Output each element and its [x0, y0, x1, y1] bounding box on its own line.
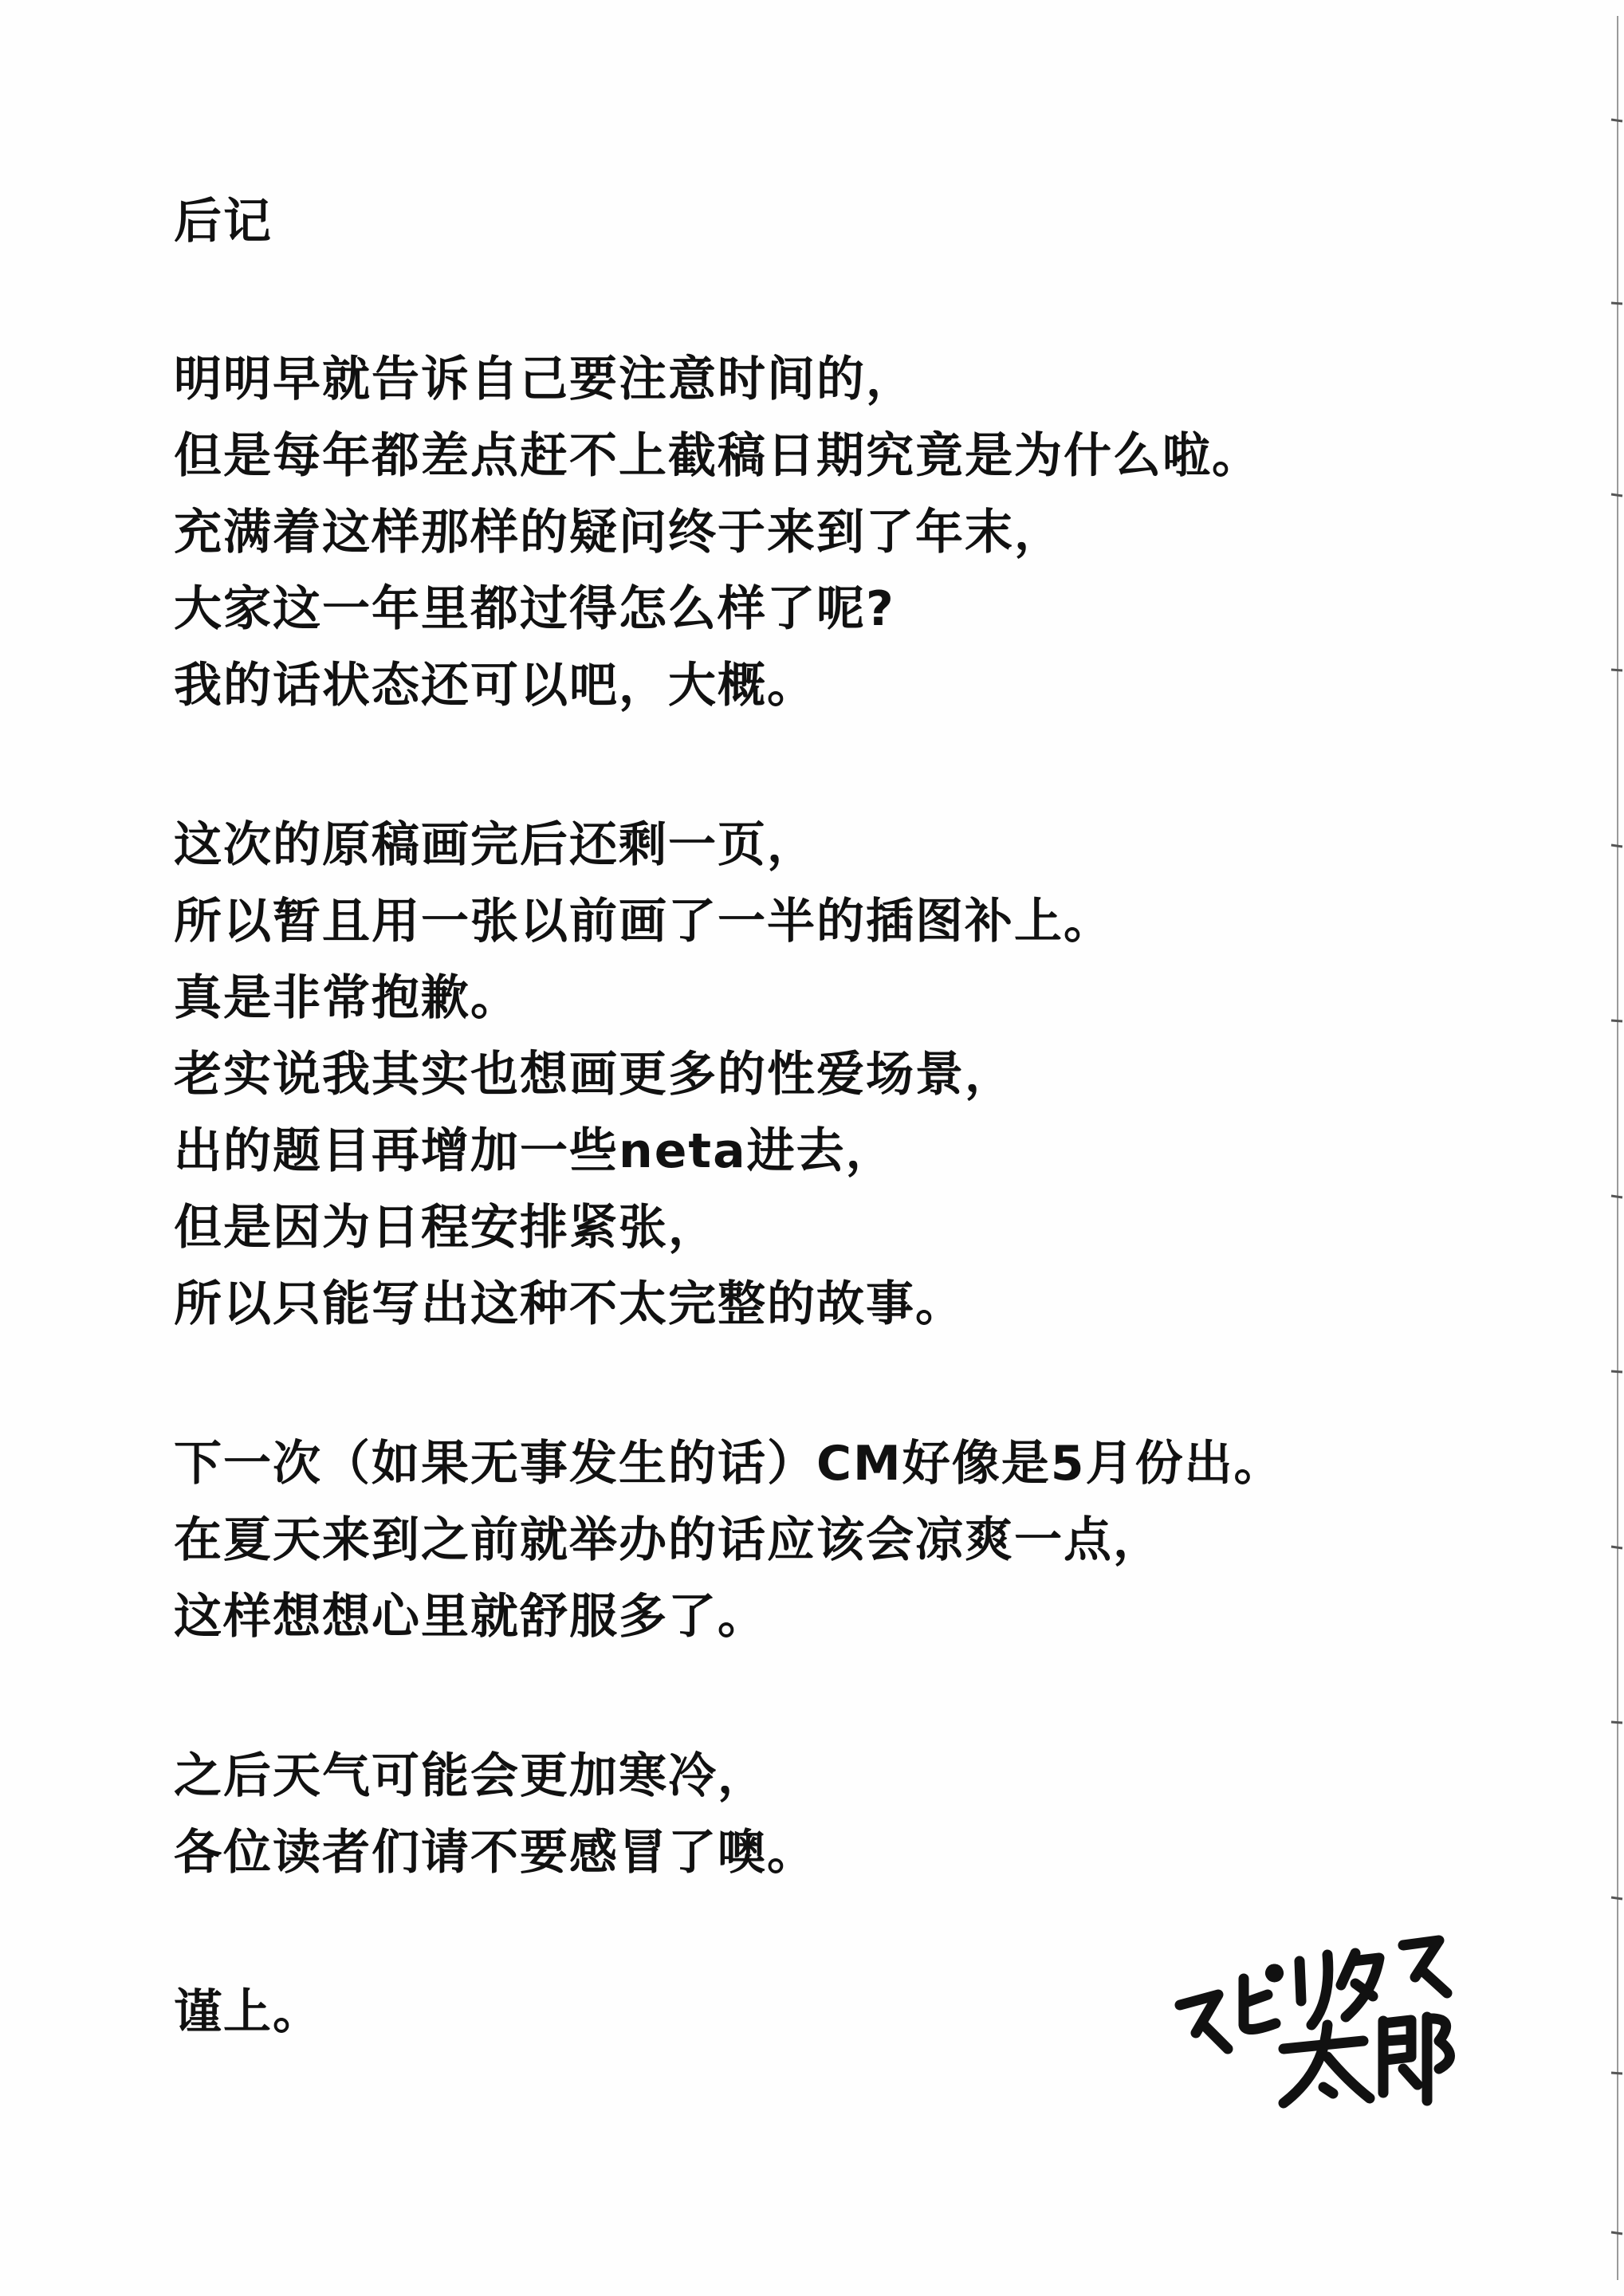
- page-title: 后记: [174, 194, 273, 250]
- text-line: 我的话状态还可以吧，大概。: [174, 658, 816, 714]
- paragraph-3: [174, 1425, 1418, 1655]
- text-line: 出的题目再增加一些neta进去，: [174, 1123, 895, 1179]
- afterword-body: [174, 341, 1418, 2133]
- text-line: 之后天气可能会更加寒冷，: [174, 1748, 767, 1804]
- text-line: 在夏天来到之前就举办的话应该会凉爽一点，: [174, 1512, 1162, 1568]
- sign-off: 谨上。: [174, 1984, 322, 2040]
- text-line: 所以暂且用一张以前画了一半的插图补上。: [174, 894, 1113, 949]
- handwritten-signature: [1164, 1929, 1467, 2113]
- text-line: 这次的原稿画完后还剩一页，: [174, 817, 816, 873]
- text-line: 充满着这样那样的疑问终于来到了年末，: [174, 505, 1064, 560]
- text-line: 各位读者们请不要感冒了噢。: [174, 1825, 816, 1881]
- text-line: 明明早就告诉自己要注意时间的，: [174, 352, 915, 407]
- paragraph-2: [174, 807, 1418, 1343]
- text-line: 这样想想心里就舒服多了。: [174, 1589, 767, 1645]
- text-line: 老实说我其实也想画更多的性爱场景，: [174, 1047, 1014, 1103]
- binding-edge: [1600, 0, 1624, 2296]
- text-line: 大家这一年里都过得怎么样了呢?: [174, 581, 895, 637]
- paragraph-4: [174, 1738, 1418, 1891]
- text-line: 真是非常抱歉。: [174, 970, 520, 1026]
- paragraph-1: [174, 341, 1418, 724]
- text-line: 所以只能写出这种不太完整的故事。: [174, 1276, 965, 1332]
- text-line: 但是每年都差点赶不上截稿日期究竟是为什么啦。: [174, 428, 1261, 484]
- text-line: 但是因为日程安排紧张，: [174, 1200, 718, 1256]
- text-line: 下一次（如果无事发生的话）CM好像是5月份出。: [174, 1436, 1284, 1492]
